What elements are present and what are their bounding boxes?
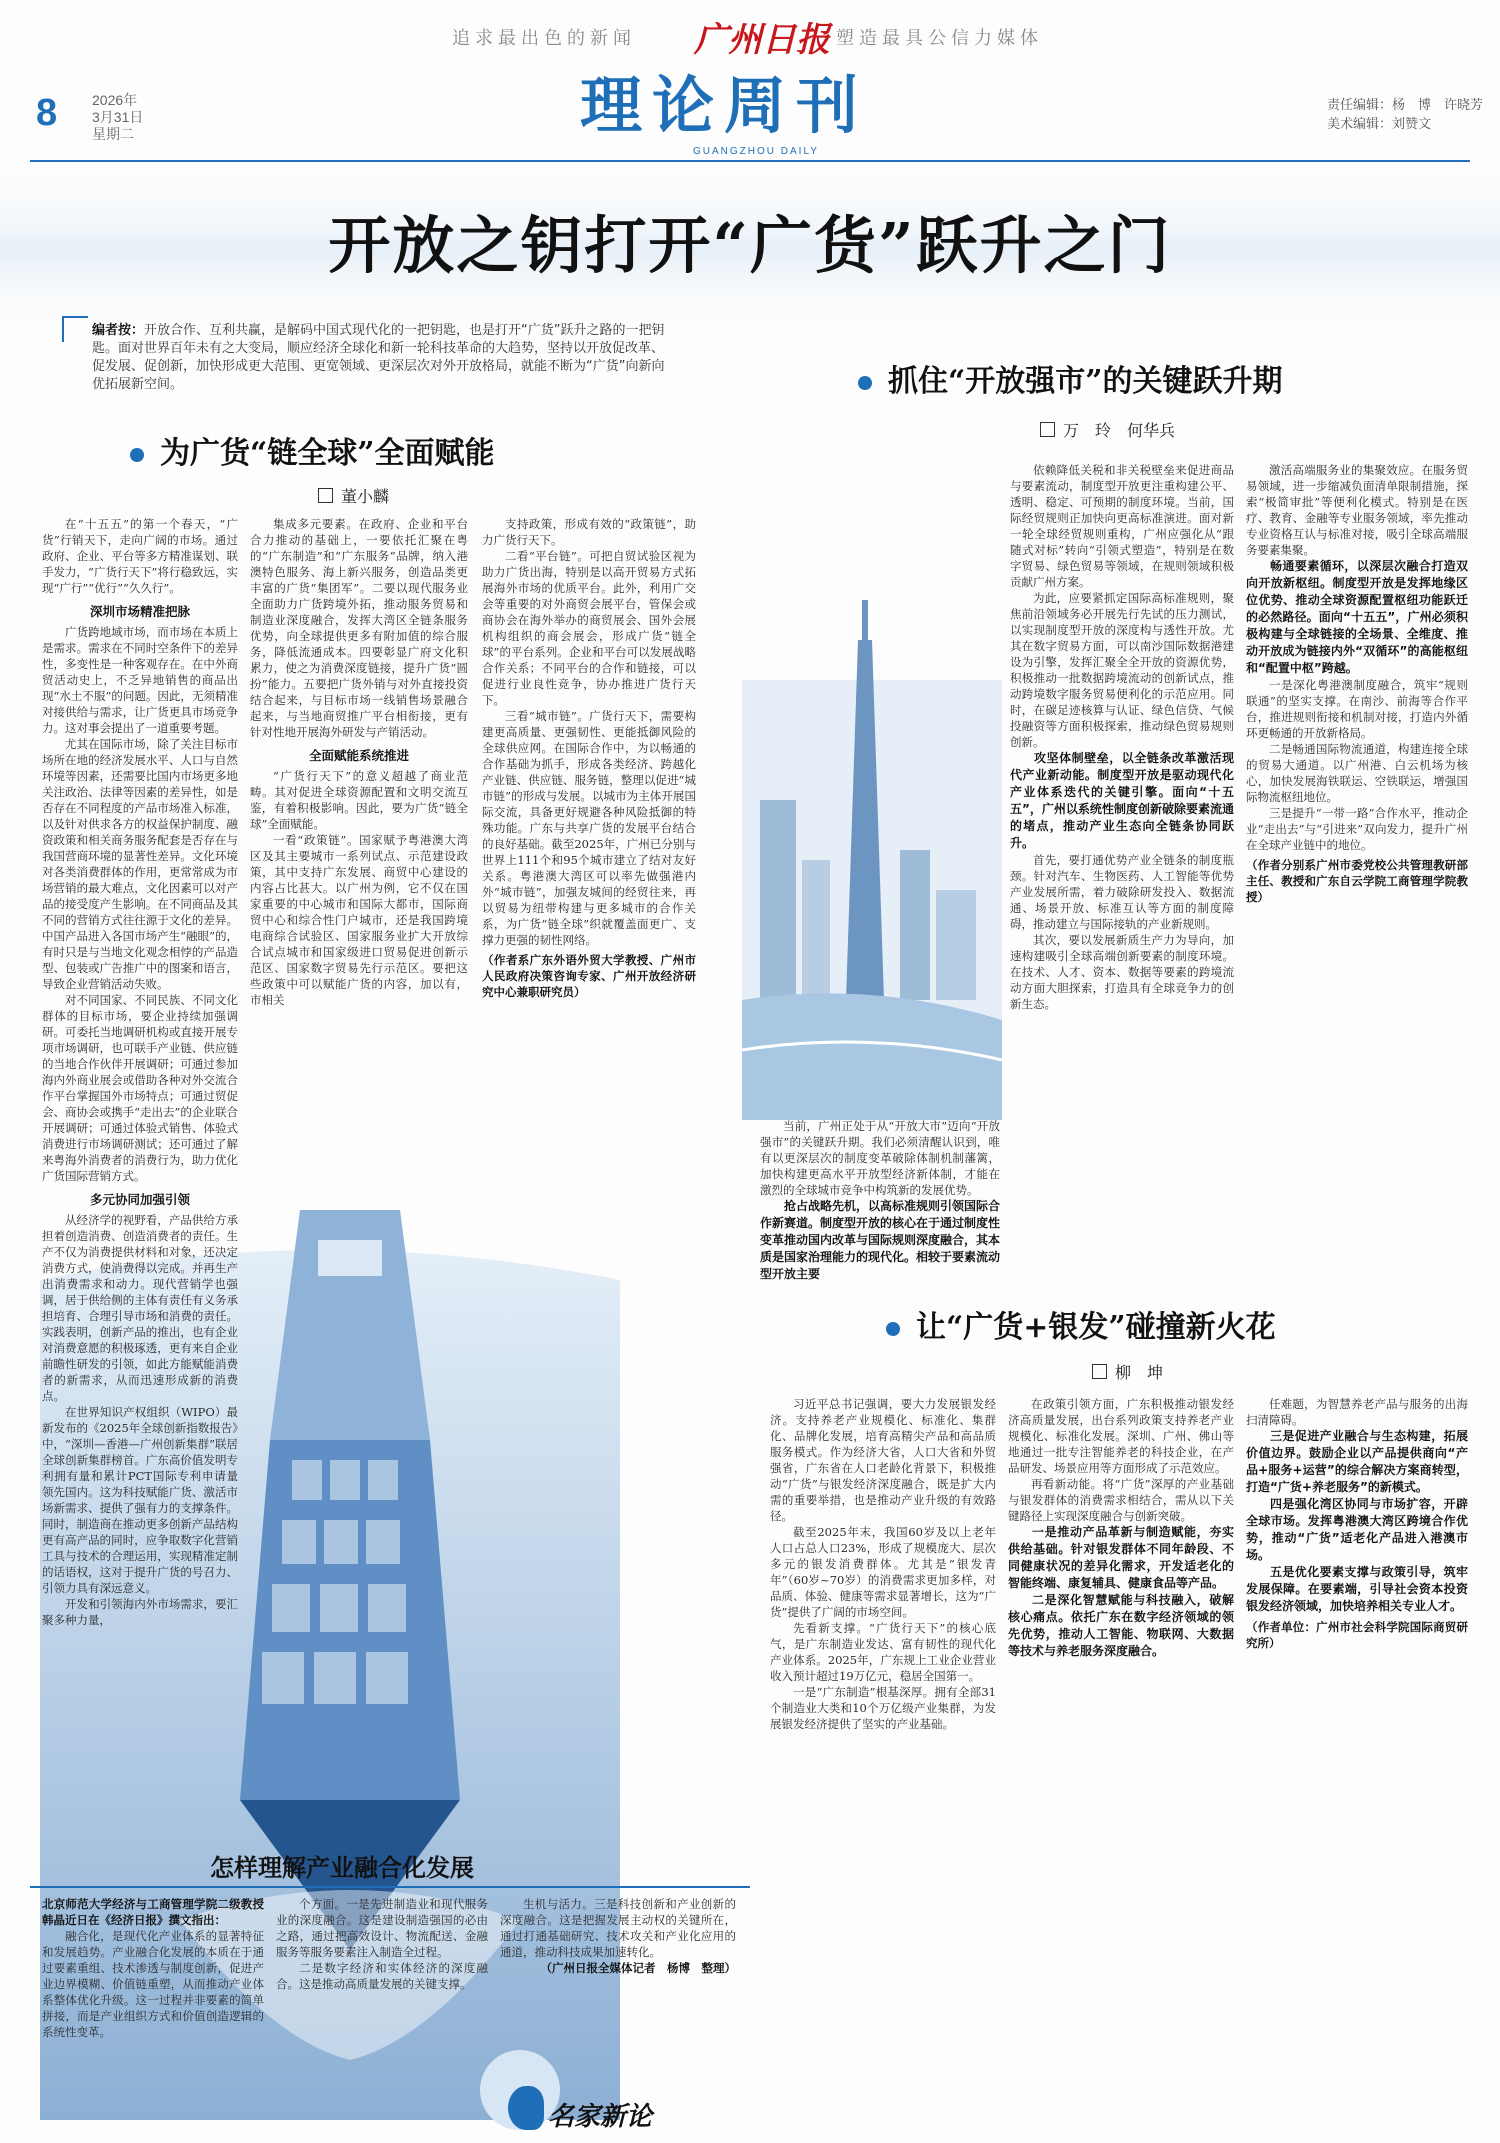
article2-title: 抓住“开放强市”的关键跃升期: [888, 364, 1283, 399]
date-year: 2026年: [92, 92, 138, 108]
article2-authors: 万 玲 何华兵: [1063, 421, 1176, 440]
date-weekday: 星期二: [92, 126, 134, 142]
paragraph: 截至2025年末，我国60岁及以上老年人口占总人口23%，形成了规模庞大、层次多元的银发消费群体。尤其是“银发青年”（60岁~70岁）的消费需求更加多样，对品质、体验、健康等需求显著增长，这为“广货”提供了广阔的市场空间。: [770, 1525, 996, 1619]
paragraph: 再看新动能。将“广货”深厚的产业基础与银发群体的消费需求相结合，需从以下关键路径上实现深度融合与创新突破。: [1008, 1477, 1234, 1523]
article3-author: 柳 坤: [1115, 1363, 1164, 1382]
byline-square-icon: [318, 488, 333, 503]
editor-credits: [1327, 96, 1483, 134]
editor-note-text: 开放合作、互利共赢，是解码中国式现代化的一把钥匙，也是打开“广货”跃升之路的一把钥匙。面对世界百年未有之大变局，顺应经济全球化和新一轮科技革命的大趋势，坚持以开放促改革、促发展、促创新，加快形成更大范围、更宽领域、更深层次对外开放格局，就能不断为“广货”向新向优拓展新空间。: [92, 323, 665, 392]
sidebar-rule: [30, 1886, 750, 1888]
editor-note-label: 编者按：: [92, 323, 145, 338]
article3-column-b: [1008, 1396, 1234, 1660]
bold-lead: 畅通要素循环，以深层次融合打造双向开放新枢纽。制度型开放是发挥地缘区位优势、推动全球资源配置枢纽功能跃迁的必然路径。面向“十五五”，广州必须积极构建与全球链接的全场景、全维度、推动开放成为链接内外“双循环”的高能枢纽和“配置中枢”跨越。: [1246, 559, 1468, 675]
city-skyline: [742, 600, 1002, 1120]
paragraph: 一是深化粤港澳制度融合，筑牢“规则联通”的坚实支撑。在南沙、前海等合作平台，推进规则衔接和机制对接，打造内外循环更畅通的开放新格局。: [1246, 678, 1468, 740]
editor-line: 责任编辑：杨 博 许晓芳: [1327, 98, 1484, 113]
sidebar-lead: 北京师范大学经济与工商管理学院二级教授韩晶近日在《经济日报》撰文指出：: [42, 1897, 264, 1927]
sidebar-credit: （广州日报全媒体记者 杨博 整理）: [540, 1961, 736, 1975]
paragraph: 激活高端服务业的集聚效应。在服务贸易领域，进一步缩减负面清单限制措施，探索“极简审批”等便利化模式。特别是在医疗、教育、金融等专业服务领域，率先推动专业资格互认与标准对接，吸引全球高端服务要素集聚。: [1246, 463, 1468, 557]
paragraph: 从经济学的视野看，产品供给方承担着创造消费、创造消费者的责任。生产不仅为消费提供材料和对象，还决定消费方式，使消费得以完成。并再生产出消费需求和动力。现代营销学也强调，居于供给侧的主体有责任有义务承担培育、合理引导市场和消费的责任。实践表明，创新产品的推出，也有企业对消费意愿的积极琢透，更有来自企业前瞻性研发的引领，如此方能赋能消费者的新需求，从而迅速形成新的消费点。: [42, 1213, 238, 1403]
sidebar-column-b: [276, 1896, 488, 1992]
article2-column-b: [1010, 462, 1234, 1012]
issue-date: [92, 92, 143, 143]
subhead: 全面赋能系统推进: [308, 748, 409, 763]
article1-byline: [318, 484, 389, 507]
bullet-dot-icon: [130, 448, 144, 462]
paragraph: 在“十五五”的第一个春天，“广货”行销天下，走向广阔的市场。通过政府、企业、平台等多方精准谋划、联手发力，“广货行天下”将行稳致远，实现“广行”“优行”“久久行”。: [42, 517, 238, 595]
masthead-logo: 广州日报: [694, 20, 830, 60]
article1-title-block: [130, 428, 495, 472]
paragraph: 广货跨地域市场，而市场在本质上是需求。需求在不同时空条件下的差异性，多变性是一种客观存在。在中外商贸活动史上，不乏异地销售的商品出现“水土不服”的问题。因此，无须精准对接供给与需求，让广货更具市场竞争力。这对事会提出了一道重要考题。: [42, 625, 238, 735]
article1-title: 为广货“链全球”全面赋能: [160, 436, 495, 471]
paragraph: 三是提升“一带一路”合作水平，推动企业“走出去”与“引进来”双向发力，提升广州在全球产业链中的地位。: [1246, 806, 1468, 852]
sidebar-title: 怎样理解产业融合化发展: [210, 1853, 474, 1882]
paragraph: “广货行天下”的意义超越了商业范畴。其对促进全球资源配置和文明交流互鉴，有着积极影响。因此，要为广货“链全球”全面赋能。: [250, 769, 468, 831]
article2-column-a: [760, 1118, 1000, 1283]
paragraph: 在政策引领方面，广东积极推动银发经济高质量发展，出台系列政策支持养老产业规模化、标准化发展。深圳、广州、佛山等地通过一批专注智能养老的科技企业，在产品研发、场景应用等方面形成了示范效应。: [1008, 1397, 1234, 1475]
column-logo-icon: [508, 2086, 544, 2130]
bold-lead: 二是深化智慧赋能与科技融入，破解核心痛点。依托广东在数字经济领域的领先优势，推动人工智能、物联网、大数据等技术与养老服务深度融合。: [1008, 1593, 1234, 1658]
paragraph: 其次，要以发展新质生产力为导向，加速构建吸引全球高端创新要素的制度环境。在技术、人才、资本、数据等要素的跨境流动方面大胆探索，打造具有全球竞争力的创新生态。: [1010, 933, 1234, 1011]
paragraph: 支持政策，形成有效的“政策链”，助力广货行天下。: [482, 517, 696, 547]
section-title: 理论周刊: [580, 69, 869, 142]
paragraph: 三看“城市链”。广货行天下，需要构建更高质量、更强韧性、更能抵御风险的全球供应网。在国际合作中，为以畅通的合作基础为抓手，形成各类经济、跨越化产业链、供应链、服务链，整理以促进“城市链”的形成与发展。以城市为主体开展国际交流，具备更好规避各种风险抵御的特殊功能。广东与共享广货的发展平台结合的良好基础。截至2025年，广州已分别与世界上111个和95个城市建立了结对友好关系。粤港澳大湾区可以率先做强港内外“城市链”，加强友城间的经贸往来，再以贸易为纽带构建与更多城市的合作关系，为广货“链全球”织就覆盖面更广、支撑力更强的韧性网络。: [482, 709, 696, 947]
paragraph: 生机与活力。三是科技创新和产业创新的深度融合。这是把握发展主动权的关键所在，通过打通基础研究、技术攻关和产业化应用的通道，推动科技成果加速转化。: [500, 1897, 736, 1959]
paragraph: 二是畅通国际物流通道，构建连接全球的贸易大通道。以广州港、白云机场为核心，加快发展海铁联运、空铁联运，增强国际物流枢纽地位。: [1246, 742, 1468, 804]
paragraph: 尤其在国际市场，除了关注目标市场所在地的经济发展水平、人口与自然环境等因素，还需要比国内市场更多地关注政治、法律等因素的差异性，如是否存在不同程度的产品市场准入标准，以及针对供求各方的权益保护制度、融资政策和相关商务服务配套是否存在与我国营商环境的显著性差异。文化环境对各类消费群体的作用，更常常成为市场营销的最大难点，文化因素可以对产品的接受度产生影响。在不同商品及其不同的营销方式往往源于文化的差异。中国产品进入各国市场产生“融眼”的，有时只是与当地文化观念相悖的产品造型、包装或广告推广中的图案和语言，导致企业营销活动失败。: [42, 737, 238, 991]
paragraph: 任难题，为智慧养老产品与服务的出海扫清障碍。: [1246, 1397, 1468, 1427]
article1-author: 董小麟: [341, 487, 390, 506]
article3-column-a: [770, 1396, 996, 1732]
paragraph: 对不同国家、不同民族、不同文化群体的目标市场，要企业持续加强调研。可委托当地调研机构或直接开展专项市场调研，也可联手产业链、供应链的当地合作伙伴开展调研；可通过参加海内外商业展会或借助各种对外交流合作平台掌握国外市场特点；可通过贸促会、商协会或携手“走出去”的企业联合开展调研；可通过体验式销售、体验式消费进行市场调研测试；还可通过了解来粤海外消费者的消费行为，助力优化广货国际营销方式。: [42, 993, 238, 1183]
main-headline: 开放之钥打开“广货”跃升之门: [328, 209, 1172, 282]
article2-title-block: [858, 356, 1283, 400]
article3-byline: [1092, 1360, 1163, 1383]
article1-column-c: [482, 516, 696, 1000]
bold-lead: 攻坚体制壁垒，以全链条改革激活现代产业新动能。制度型开放是驱动现代化产业体系迭代的关键引擎。面向“十五五”，广州以系统性制度创新破除要素流通的堵点，推动产业生态向全链条协同跃升。: [1010, 751, 1234, 850]
paragraph: 当前，广州正处于从“开放大市”迈向“开放强市”的关键跃升期。我们必须清醒认识到，唯有以更深层次的制度变革破除体制机制藩篱，加快构建更高水平开放型经济新体制，才能在激烈的全球城市竞争中构筑新的发展优势。: [760, 1119, 1000, 1197]
bold-lead: 四是强化湾区协同与市场扩容，开辟全球市场。发挥粤港澳大湾区跨境合作优势，推动“广货”适老化产品进入港澳市场。: [1246, 1497, 1468, 1562]
bold-lead: 五是优化要素支撑与政策引导，筑牢发展保障。在要素端，引导社会资本投资银发经济领域，加快培养相关专业人才。: [1246, 1565, 1468, 1613]
paragraph: 习近平总书记强调，要大力发展银发经济。支持养老产业规模化、标准化、集群化、品牌化发展，培育高精尖产品和高品质服务模式。作为经济大省，人口大省和外贸强省，广东省在人口老龄化背景下，积极推动“广货”与银发经济深度融合，既是扩大内需的重要举措，也是推动产业升级的有效路径。: [770, 1397, 996, 1523]
paragraph: 二是数字经济和实体经济的深度融合。这是推动高质量发展的关键支撑。: [276, 1961, 488, 1991]
editor-note-bracket: [62, 316, 88, 342]
masthead-english: GUANGZHOU DAILY: [693, 146, 819, 157]
bullet-dot-icon: [886, 1322, 900, 1336]
slogan-left: 追求最出色的新闻: [452, 28, 636, 49]
article1-author-bio: （作者系广东外语外贸大学教授、广州市人民政府决策咨询专家、广州开放经济研究中心兼职研究员）: [482, 953, 696, 999]
article2-byline: [1040, 418, 1175, 441]
paragraph: 一是“广东制造”根基深厚。拥有全部31个制造业大类和10个万亿级产业集群，为发展银发经济提供了坚实的产业基础。: [770, 1685, 996, 1731]
paragraph: 为此，应要紧抓定国际高标准规则，聚焦前沿领域务必开展先行先试的压力测试，以实现制度型开放的深度构与透性开放。尤其在数字贸易方面，可以南沙国际数据港建设为引擎，发挥汇聚全全开放的资源优势，积极推动一批数据跨境流动的创新试点，推动跨境数字服务贸易便利化的示范应用。同时，在碳足迹核算与认证、绿色信贷、气候投融资等方面积极探索，推动绿色贸易规则创新。: [1010, 591, 1234, 749]
paragraph: 一看“政策链”。国家赋予粤港澳大湾区及其主要城市一系列试点、示范建设政策，其中支持广东发展、商贸中心建设的内容占比甚大。以广州为例，它不仅在国家重要的中心城市和国际大都市，国际商贸中心和综合性门户城市，还是我国跨境电商综合试验区、国家服务业扩大开放综合试点城市和国家级进口贸易促进创新示范区、国家数字贸易先行示范区。要把这些政策中可以赋能广货的内容，加以有，市相关: [250, 833, 468, 1007]
sidebar-column-a: [42, 1896, 264, 2040]
paragraph: 集成多元要素。在政府、企业和平台合力推动的基础上，一要依托汇聚在粤的“广东制造”和“广东服务”品牌，纳入港澳特色服务、海上新兴服务，创造品类更丰富的广货“集团军”。二要以现代服务业全面助力广货跨境外拓，推动服务贸易和制造业深度融合，发挥大湾区全链条服务优势，向全球提供更多有附加值的综合服务，降低流通成本。四要彰显广府文化积累力，使之为消费深度链接，提升广货“圆扮”能力。五要把广货外销与对外直接投资结合起来，与目标市场一线销售场景融合起来，与当地商贸推广平台相衔接，更有针对性地开展海外研发与产销活动。: [250, 517, 468, 739]
article1-column-a: [42, 516, 238, 1628]
slogan-right: 塑造最具公信力媒体: [836, 28, 1043, 49]
column-label: 名家新论: [548, 2102, 653, 2132]
subhead: 多元协同加强引领: [89, 1192, 190, 1207]
paragraph: 融合化，是现代化产业体系的显著特征和发展趋势。产业融合化发展的本质在于通过要素重组、技术渗透与制度创新，促进产业边界模糊、价值链重塑，从而推动产业体系整体优化升级。这一过程并非要素的简单拼接，而是产业组织方式和价值创造逻辑的系统性变革。: [42, 1929, 264, 2039]
article1-column-b: [250, 516, 468, 1008]
bold-lead: 一是推动产品革新与制造赋能，夯实供给基础。针对银发群体不同年龄段、不同健康状况的差异化需求，开发适老化的智能终端、康复辅具、健康食品等产品。: [1008, 1525, 1234, 1590]
article2-author-bio: （作者分别系广州市委党校公共管理教研部主任、教授和广东自云学院工商管理学院教授）: [1246, 858, 1468, 904]
paragraph: 依赖降低关税和非关税壁垒来促进商品与要素流动，制度型开放更注重构建公平、透明、稳定、可预期的制度环境。当前，国际经贸规则正加快向更高标准演进。面对新一轮全球经贸规则重构，广州应强化从“跟随式对标”转向“引领式塑造”，特别是在数字贸易、绿色贸易等领域，在规则领域积极贡献广州方案。: [1010, 463, 1234, 589]
paragraph: 在世界知识产权组织（WIPO）最新发布的《2025年全球创新指数报告》中，“深圳—香港—广州创新集群”联居全球创新集群榜首。广东高价值发明专利拥有量和累计PCT国际专利申请量领先国内。这为科技赋能广货、激活市场新需求、提供了强有力的支撑条件。同时，制造商在推动更多创新产品结构更有高产品的同时，应争取数字化营销工具与技术的合理运用，实现精准定制的话语权，这对于提升广货的号召力、引领力具有深远意义。: [42, 1405, 239, 1595]
article3-title-block: [886, 1302, 1276, 1346]
paragraph: 个方面。一是先进制造业和现代服务业的深度融合。这是建设制造强国的必由之路，通过把高效设计、物流配送、金融服务等服务要素注入制造全过程。: [276, 1897, 488, 1959]
paragraph: 开发和引领海内外市场需求，要汇聚多种力量，: [42, 1597, 238, 1627]
paragraph: 二看“平台链”。可把自贸试验区视为助力广货出海，特别是以高开贸易方式拓展海外市场的优质平台。此外，利用广交会等重要的对外商贸会展平台，管保会或商协会在海外举办的商贸展会、国外会展机构组织的商会展会，形成广货“链全球”的平台系列。企业和平台可以发展战略合作关系；不同平台的合作和链接，可以促进行业良性竞争，协办推进广货行天下。: [482, 549, 696, 707]
subhead: 深圳市场精准把脉: [89, 604, 190, 619]
byline-square-icon: [1040, 422, 1055, 437]
article3-title: 让“广货+银发”碰撞新火花: [916, 1310, 1276, 1345]
paragraph: 先看新支撑。“广货行天下”的核心底气，是广东制造业发达、富有韧性的现代化产业体系。2025年，广东规上工业企业营业收入预计超过19万亿元，稳居全国第一。: [770, 1621, 996, 1683]
article3-column-c: [1246, 1396, 1468, 1651]
byline-square-icon: [1092, 1364, 1107, 1379]
paragraph: 首先，要打通优势产业全链条的制度瓶颈。针对汽车、生物医药、人工智能等优势产业发展所需，着力破除研发投入、数据流通、场景开放、标准互认等方面的制度障碍，推动建立与国际接轨的产业新规则。: [1010, 853, 1234, 931]
sidebar-column-c: [500, 1896, 736, 1976]
bullet-dot-icon: [858, 376, 872, 390]
page-number: 8: [36, 92, 58, 134]
bold-lead: 抢占战略先机，以高标准规则引领国际合作新赛道。制度型开放的核心在于通过制度性变革推动国内改革与国际规则深度融合，其本质是国家治理能力的现代化。相较于要素流动型开放主要: [760, 1199, 1001, 1281]
bold-lead: 三是促进产业融合与生态构建，拓展价值边界。鼓励企业以产品提供商向“产品+服务+运营”的综合解决方案商转型，打造“广货+养老服务”的新模式。: [1246, 1429, 1468, 1494]
article3-author-bio: （作者单位：广州市社会科学院国际商贸研究所）: [1246, 1620, 1468, 1650]
editor-note: [92, 322, 672, 394]
date-day: 3月31日: [92, 109, 144, 125]
article2-column-c: [1246, 462, 1468, 905]
art-editor-line: 美术编辑：刘赞文: [1327, 117, 1432, 132]
